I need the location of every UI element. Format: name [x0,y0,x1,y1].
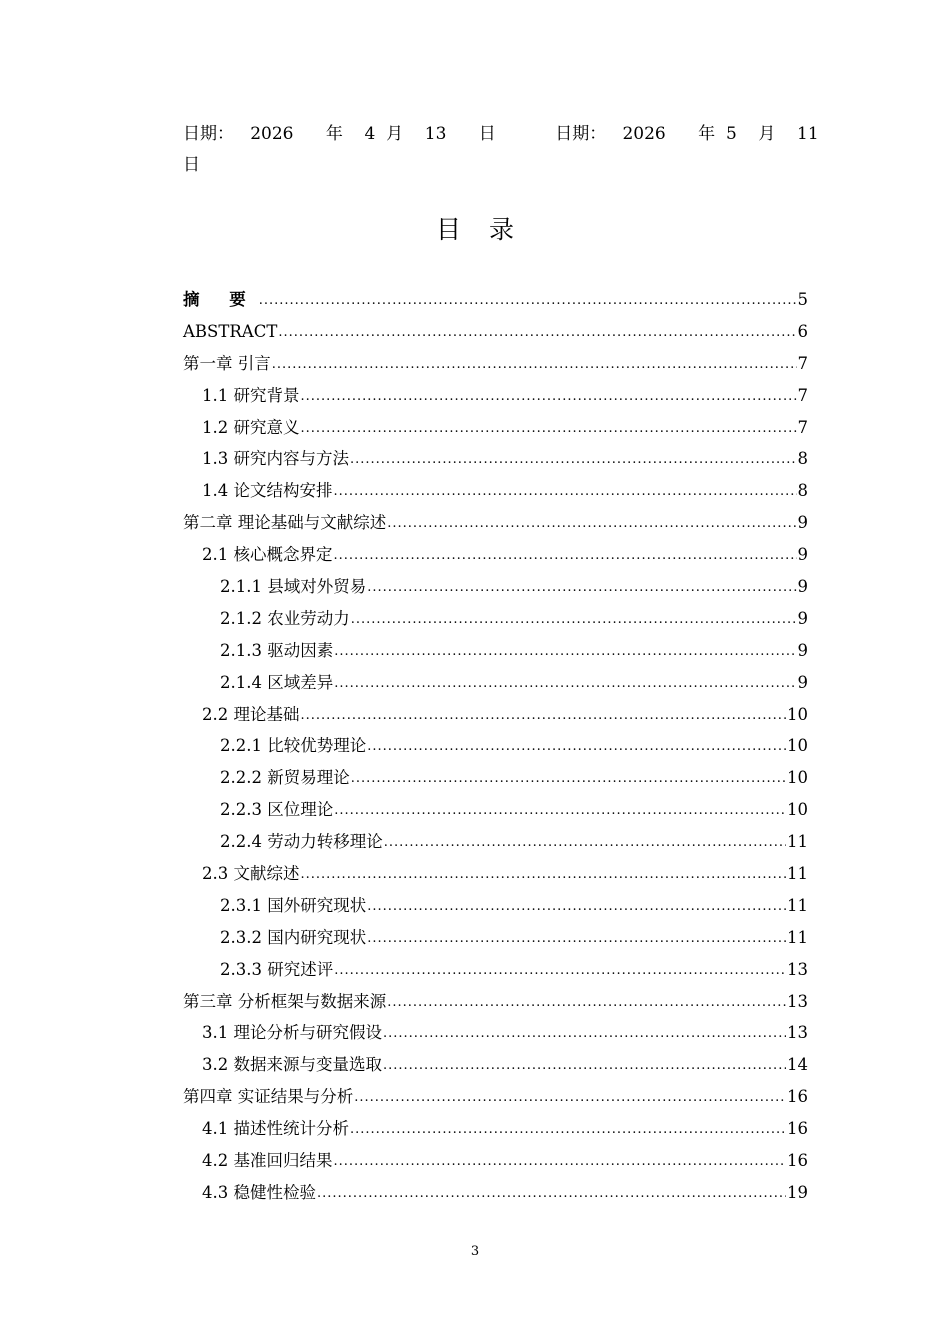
toc-entry[interactable] [183,539,808,571]
toc-entry-page: 10 [787,800,808,820]
toc-entry-label: 2.1.4 区域差异 [220,672,334,692]
toc-dot-leader [350,1123,786,1136]
toc-entry-label: 2.3.1 国外研究现状 [220,895,367,915]
toc-dot-leader [259,294,797,307]
toc-entry-page: 16 [787,1119,808,1139]
toc-entry[interactable] [183,380,808,412]
toc-entry-label: 第二章 理论基础与文献综述 [183,513,387,533]
toc-entry[interactable] [183,443,808,475]
toc-entry-page: 7 [797,385,808,405]
toc-dot-leader [367,900,786,913]
toc-entry-label: 2.2.1 比较优势理论 [220,736,367,756]
toc-dot-leader [387,996,786,1009]
toc-entry[interactable] [183,667,808,699]
toc-entry[interactable] [183,922,808,954]
toc-entry-page: 10 [787,736,808,756]
toc-dot-leader [367,932,786,945]
toc-entry-page: 13 [787,959,808,979]
page-number: 3 [470,1244,480,1259]
toc-entry-page: 11 [787,895,808,915]
toc-dot-leader [354,1091,786,1104]
toc-entry-label: 2.3.3 研究述评 [220,959,334,979]
toc-dot-leader [387,517,796,530]
toc-dot-leader [367,740,786,753]
toc-entry-page: 10 [787,768,808,788]
toc-dot-leader [383,1027,786,1040]
toc-dot-leader [334,549,797,562]
toc-entry-label: 3.2 数据来源与变量选取 [202,1055,382,1075]
toc-dot-leader [334,485,797,498]
toc-entry-page: 9 [797,640,808,660]
toc-title: 目录 [435,215,542,244]
toc-entry-page: 11 [787,864,808,884]
toc-entry-page: 6 [797,321,808,341]
toc-dot-leader [351,613,797,626]
toc-entry-page: 7 [797,353,808,373]
toc-dot-leader [334,964,786,977]
toc-entry-page: 8 [797,449,808,469]
toc-entry-label: 2.3 文献综述 [202,864,300,884]
toc-dot-leader [334,677,796,690]
date-line-2: 日 [183,155,200,175]
toc-dot-leader [383,1059,786,1072]
table-of-contents [183,284,808,1209]
toc-dot-leader [334,804,786,817]
toc-entry-page: 10 [787,704,808,724]
toc-entry-label: 1.2 研究意义 [202,417,300,437]
toc-entry-page: 7 [797,417,808,437]
toc-entry[interactable] [183,571,808,603]
toc-entry-page: 16 [787,1087,808,1107]
toc-entry-label: 2.2.4 劳动力转移理论 [220,832,383,852]
toc-dot-leader [334,1155,787,1168]
toc-entry[interactable] [183,1017,808,1049]
toc-entry[interactable] [183,635,808,667]
toc-entry-label: 2.2 理论基础 [202,704,300,724]
toc-entry-page: 9 [797,672,808,692]
toc-entry-label: 第一章 引言 [183,353,271,373]
toc-entry-label: 1.4 论文结构安排 [202,481,333,501]
toc-entry-page: 16 [787,1151,808,1171]
toc-entry[interactable] [183,1049,808,1081]
toc-entry[interactable] [183,348,808,380]
toc-dot-leader [350,453,797,466]
toc-dot-leader [351,772,786,785]
toc-entry[interactable] [183,699,808,731]
toc-dot-leader [272,358,797,371]
toc-entry-label: 2.3.2 国内研究现状 [220,927,367,947]
toc-entry[interactable] [183,986,808,1018]
toc-entry[interactable] [183,890,808,922]
toc-entry[interactable] [183,1113,808,1145]
toc-entry-label: 3.1 理论分析与研究假设 [202,1023,382,1043]
toc-dot-leader [301,868,787,881]
toc-entry[interactable] [183,858,808,890]
toc-entry-page: 13 [787,991,808,1011]
toc-entry[interactable] [183,794,808,826]
toc-dot-leader [301,422,797,435]
toc-entry[interactable] [183,412,808,444]
toc-entry-label: 2.1 核心概念界定 [202,545,333,565]
toc-entry[interactable] [183,603,808,635]
toc-dot-leader [317,1187,786,1200]
toc-entry-page: 9 [797,577,808,597]
toc-entry[interactable] [183,316,808,348]
toc-entry[interactable] [183,1145,808,1177]
toc-entry-page: 9 [797,545,808,565]
toc-entry[interactable] [183,507,808,539]
toc-entry[interactable] [183,284,808,316]
toc-entry-label: 第三章 分析框架与数据来源 [183,991,387,1011]
toc-dot-leader [301,390,797,403]
toc-entry-label: 2.1.2 农业劳动力 [220,608,350,628]
toc-entry[interactable] [183,1081,808,1113]
toc-entry-label: ABSTRACT [183,321,278,341]
toc-entry-page: 5 [797,290,808,309]
toc-dot-leader [367,581,796,594]
toc-entry[interactable] [183,475,808,507]
toc-entry-page: 11 [787,832,808,852]
toc-entry-label: 第四章 实证结果与分析 [183,1087,354,1107]
toc-entry[interactable] [183,826,808,858]
toc-entry-page: 9 [797,608,808,628]
toc-dot-leader [384,836,786,849]
toc-entry-label: 摘 要 [183,290,258,309]
toc-dot-leader [278,326,796,339]
toc-entry-page: 19 [787,1182,808,1202]
toc-entry-label: 4.3 稳健性检验 [202,1182,316,1202]
toc-dot-leader [301,709,787,722]
toc-entry-page: 13 [787,1023,808,1043]
toc-entry-page: 14 [787,1055,808,1075]
toc-entry-label: 1.1 研究背景 [202,385,300,405]
toc-entry[interactable] [183,1177,808,1209]
date-line-1: 日期： 2026 年 4 月 13 日 日期： 2026 年 5 月 11 [183,124,819,144]
toc-entry-page: 11 [787,927,808,947]
toc-entry[interactable] [183,762,808,794]
toc-entry[interactable] [183,730,808,762]
toc-entry-label: 1.3 研究内容与方法 [202,449,349,469]
toc-dot-leader [334,645,796,658]
toc-entry-label: 2.1.3 驱动因素 [220,640,334,660]
toc-entry-label: 2.2.3 区位理论 [220,800,334,820]
toc-entry-label: 4.1 描述性统计分析 [202,1119,349,1139]
toc-entry-label: 2.1.1 县域对外贸易 [220,577,367,597]
toc-entry[interactable] [183,954,808,986]
toc-entry-label: 4.2 基准回归结果 [202,1151,333,1171]
toc-entry-label: 2.2.2 新贸易理论 [220,768,350,788]
toc-entry-page: 8 [797,481,808,501]
toc-entry-page: 9 [797,513,808,533]
